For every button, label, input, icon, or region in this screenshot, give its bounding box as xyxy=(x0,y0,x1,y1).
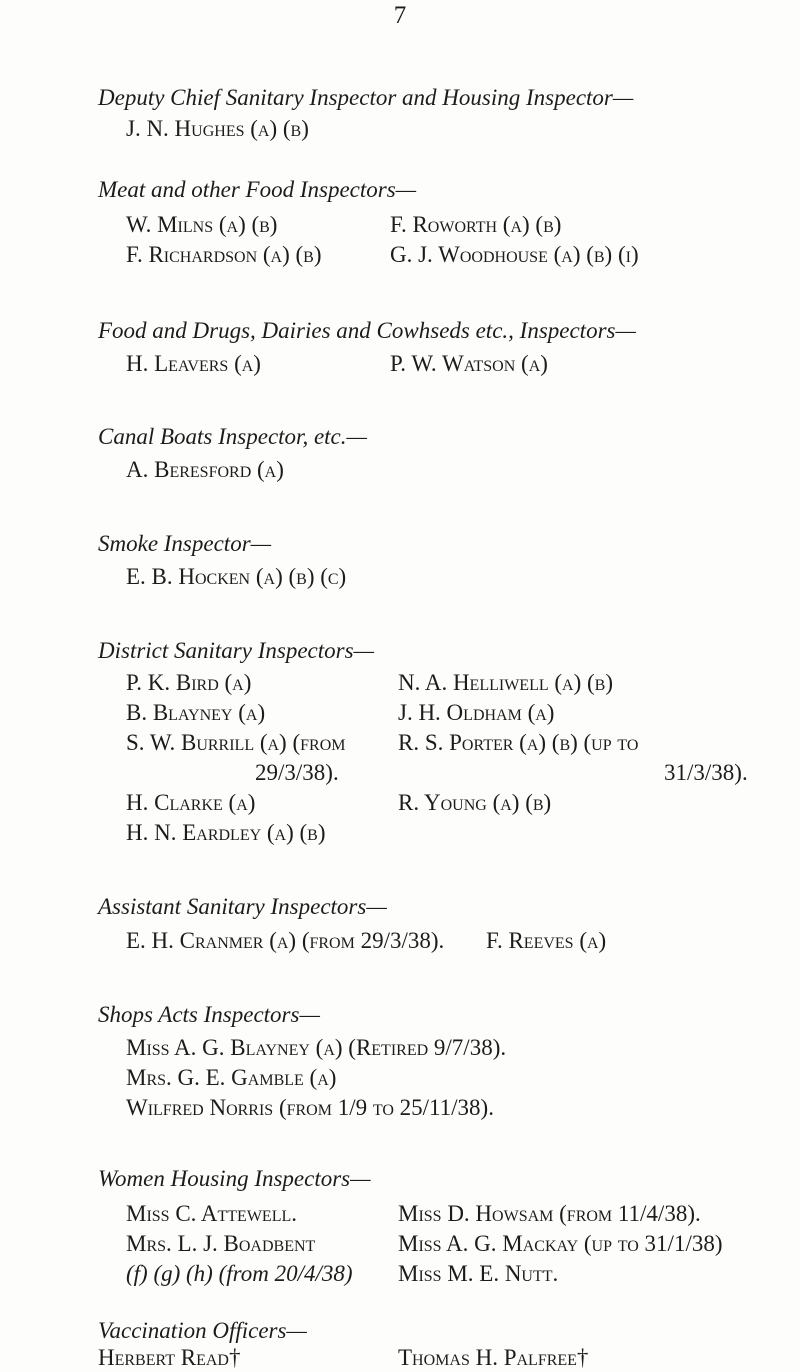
name-oldham: J. H. Oldham (a) xyxy=(398,700,555,725)
page-number: 7 xyxy=(393,2,407,29)
heading-assistant-sanitary-inspectors: Assistant Sanitary Inspectors— xyxy=(98,894,387,919)
name-miss-blayney: Miss A. G. Blayney (a) (Retired 9/7/38). xyxy=(126,1035,507,1060)
name-hocken: E. B. Hocken (a) (b) (c) xyxy=(126,564,347,589)
name-read: Herbert Read† xyxy=(98,1345,241,1370)
name-cranmer: E. H. Cranmer (a) (from 29/3/38). xyxy=(126,928,445,953)
name-palfree: Thomas H. Palfree† xyxy=(398,1345,589,1370)
name-mackay: Miss A. G. Mackay (up to 31/1/38) xyxy=(398,1231,723,1256)
name-roworth: F. Roworth (a) (b) xyxy=(390,212,562,237)
name-gamble: Mrs. G. E. Gamble (a) xyxy=(126,1065,337,1090)
name-blayney: B. Blayney (a) xyxy=(126,700,266,725)
name-clarke: H. Clarke (a) xyxy=(126,790,256,815)
burrill-date: 29/3/38). xyxy=(255,760,339,785)
name-nutt: Miss M. E. Nutt. xyxy=(398,1261,559,1286)
name-boadbent: Mrs. L. J. Boadbent xyxy=(126,1231,316,1256)
heading-smoke-inspector: Smoke Inspector— xyxy=(98,531,272,556)
heading-district-sanitary-inspectors: District Sanitary Inspectors— xyxy=(98,638,374,663)
name-porter: R. S. Porter (a) (b) (up to xyxy=(398,730,639,755)
name-beresford: A. Beresford (a) xyxy=(126,457,284,482)
name-watson: P. W. Watson (a) xyxy=(390,351,548,376)
name-hughes: J. N. Hughes (a) (b) xyxy=(126,116,309,141)
name-eardley: H. N. Eardley (a) (b) xyxy=(126,820,326,845)
boadbent-qualifications: (f) (g) (h) (from 20/4/38) xyxy=(126,1261,353,1286)
heading-canal-boats-inspector: Canal Boats Inspector, etc.— xyxy=(98,424,367,449)
name-howsam: Miss D. Howsam (from 11/4/38). xyxy=(398,1201,701,1226)
name-richardson: F. Richardson (a) (b) xyxy=(126,242,322,267)
name-young: R. Young (a) (b) xyxy=(398,790,552,815)
heading-shops-acts-inspectors: Shops Acts Inspectors— xyxy=(98,1002,320,1027)
heading-food-drugs-inspectors: Food and Drugs, Dairies and Cowhseds etc., Inspectors— xyxy=(98,318,636,343)
name-attewell: Miss C. Attewell. xyxy=(126,1201,297,1226)
name-bird: P. K. Bird (a) xyxy=(126,670,252,695)
heading-vaccination-officers: Vaccination Officers— xyxy=(98,1318,307,1343)
porter-date: 31/3/38). xyxy=(664,760,748,785)
name-leavers: H. Leavers (a) xyxy=(126,351,261,376)
heading-deputy-chief-sanitary-inspector: Deputy Chief Sanitary Inspector and Housing Inspector— xyxy=(98,85,634,110)
heading-women-housing-inspectors: Women Housing Inspectors— xyxy=(98,1166,371,1191)
name-norris: Wilfred Norris (from 1/9 to 25/11/38). xyxy=(126,1095,494,1120)
name-milns: W. Milns (a) (b) xyxy=(126,212,278,237)
name-woodhouse: G. J. Woodhouse (a) (b) (i) xyxy=(390,242,639,267)
name-reeves: F. Reeves (a) xyxy=(486,928,607,953)
name-helliwell: N. A. Helliwell (a) (b) xyxy=(398,670,613,695)
name-burrill: S. W. Burrill (a) (from xyxy=(126,730,346,755)
heading-meat-food-inspectors: Meat and other Food Inspectors— xyxy=(98,177,417,202)
